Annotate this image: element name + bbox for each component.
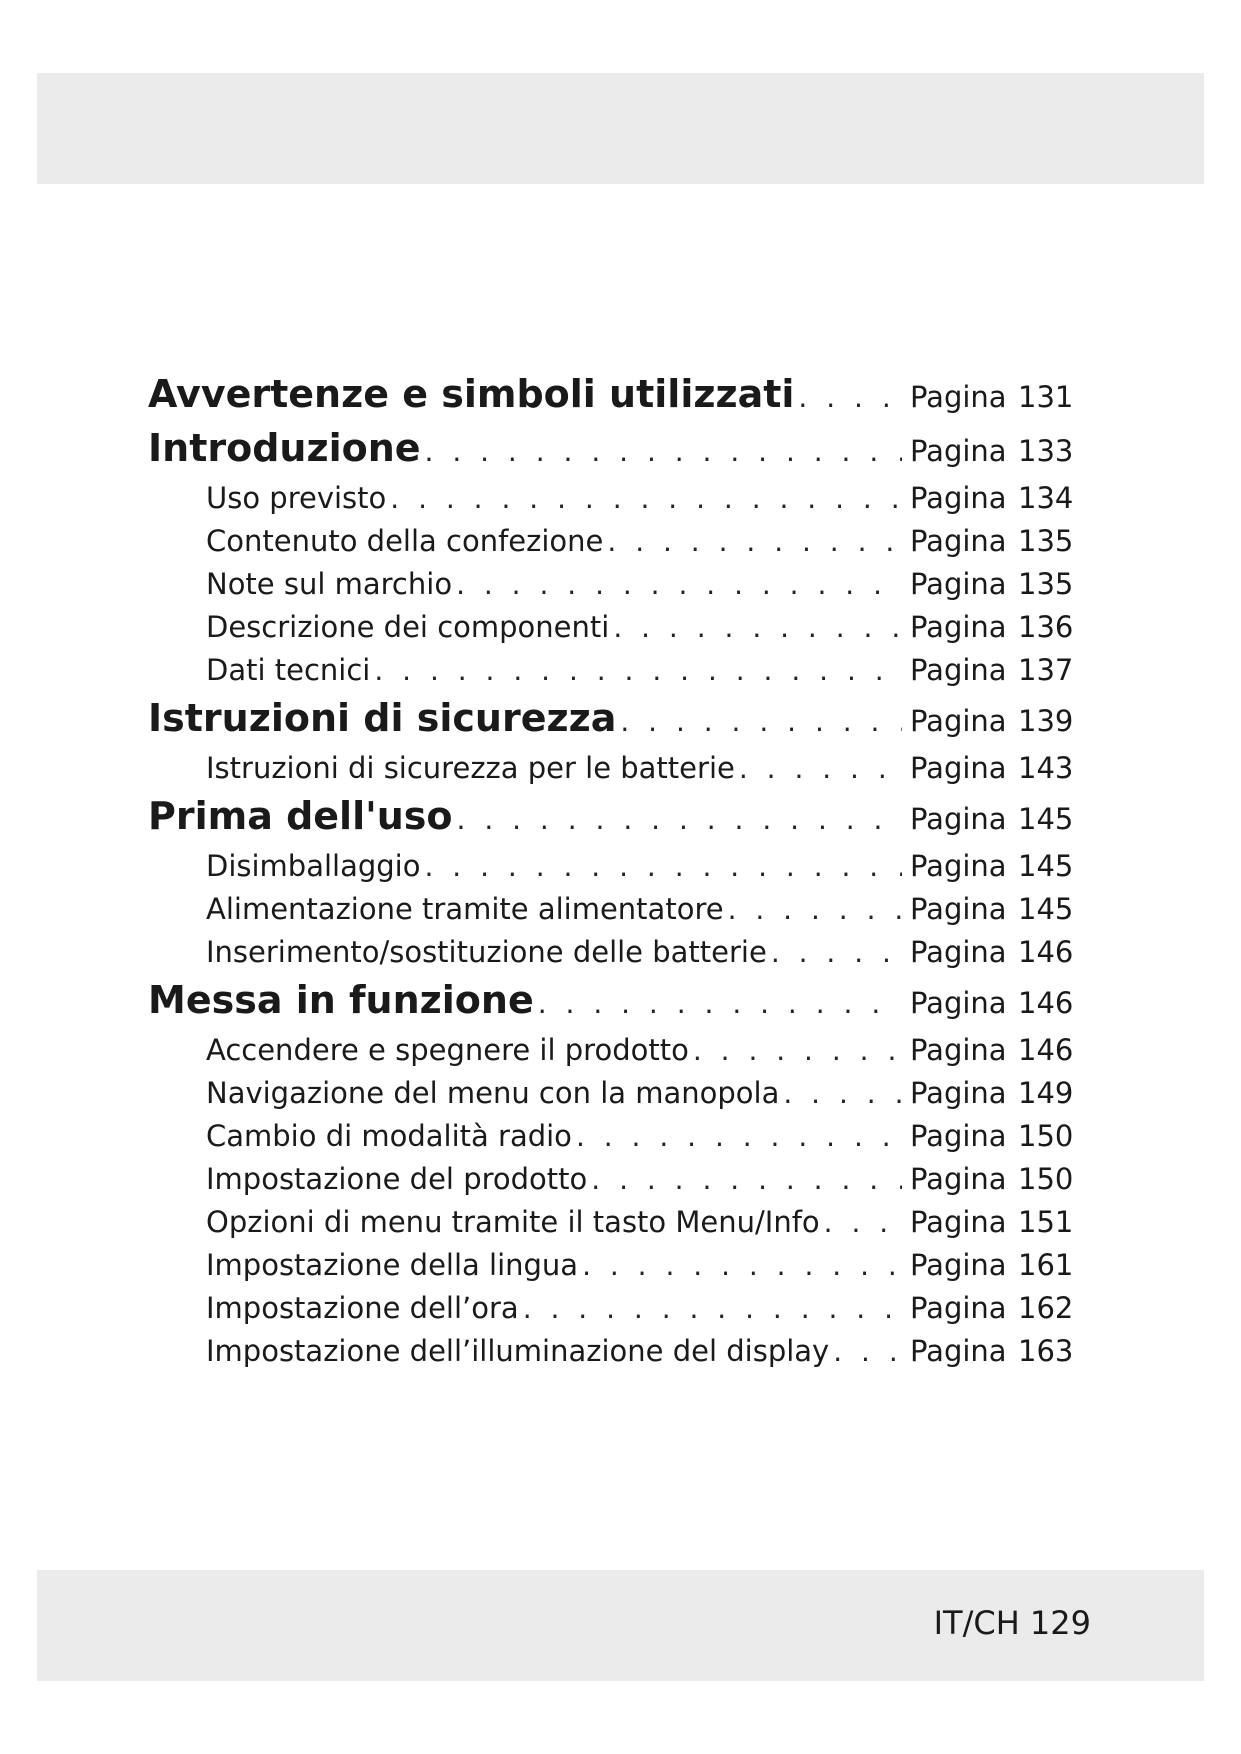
dot-leader <box>693 1034 902 1067</box>
toc-page-ref: Pagina 143 <box>910 751 1074 785</box>
dot-leader <box>538 987 902 1020</box>
toc-entry-sub[interactable] <box>148 1291 1088 1334</box>
toc-page-ref: Pagina 150 <box>910 1119 1074 1153</box>
toc-entry-sub[interactable] <box>148 1119 1088 1162</box>
toc-page-ref: Pagina 146 <box>910 1033 1074 1067</box>
dot-leader <box>620 705 902 738</box>
toc-entry-sub[interactable] <box>148 849 1088 892</box>
toc-entry-sub[interactable] <box>148 1162 1088 1205</box>
toc-entry-title: Alimentazione tramite alimentatore <box>206 892 724 926</box>
dot-leader <box>582 1249 902 1282</box>
dot-leader <box>728 893 902 926</box>
toc-page-ref: Pagina 131 <box>910 380 1074 414</box>
toc-entry-sub[interactable] <box>148 751 1088 794</box>
toc-page-ref: Pagina 135 <box>910 567 1074 601</box>
toc-entry-sub[interactable] <box>148 610 1088 653</box>
toc-entry-title: Impostazione dell’ora <box>206 1291 519 1325</box>
toc-page-ref: Pagina 163 <box>910 1334 1074 1368</box>
table-of-contents <box>148 372 1088 1377</box>
dot-leader <box>739 752 902 785</box>
dot-leader <box>457 803 902 836</box>
dot-leader <box>390 482 902 515</box>
toc-page-ref: Pagina 146 <box>910 986 1074 1020</box>
dot-leader <box>613 611 902 644</box>
toc-entry-title: Istruzioni di sicurezza <box>148 696 617 740</box>
toc-entry-title: Impostazione della lingua <box>206 1248 579 1282</box>
toc-entry-sub[interactable] <box>148 1248 1088 1291</box>
toc-page-ref: Pagina 139 <box>910 704 1074 738</box>
toc-entry-sub[interactable] <box>148 1076 1088 1119</box>
toc-entry-main[interactable] <box>148 696 1088 751</box>
toc-entry-title: Istruzioni di sicurezza per le batterie <box>206 751 735 785</box>
dot-leader <box>783 1077 902 1110</box>
toc-entry-main[interactable] <box>148 978 1088 1033</box>
toc-page-ref: Pagina 161 <box>910 1248 1074 1282</box>
dot-leader <box>576 1120 902 1153</box>
dot-leader <box>591 1163 902 1196</box>
dot-leader <box>833 1335 902 1368</box>
toc-page-ref: Pagina 136 <box>910 610 1074 644</box>
toc-page-ref: Pagina 151 <box>910 1205 1074 1239</box>
toc-entry-sub[interactable] <box>148 1334 1088 1377</box>
toc-entry-sub[interactable] <box>148 653 1088 696</box>
toc-entry-title: Opzioni di menu tramite il tasto Menu/Info <box>206 1205 820 1239</box>
toc-entry-title: Inserimento/sostituzione delle batterie <box>206 935 767 969</box>
toc-entry-sub[interactable] <box>148 481 1088 524</box>
toc-entry-sub[interactable] <box>148 524 1088 567</box>
toc-entry-title: Introduzione <box>148 426 421 470</box>
dot-leader <box>824 1206 902 1239</box>
toc-entry-title: Impostazione del prodotto <box>206 1162 588 1196</box>
toc-entry-title: Prima dell'uso <box>148 794 453 838</box>
dot-leader <box>771 936 902 969</box>
footer-page-number: IT/CH 129 <box>933 1604 1091 1642</box>
toc-page-ref: Pagina 134 <box>910 481 1074 515</box>
toc-entry-sub[interactable] <box>148 1205 1088 1248</box>
toc-entry-main[interactable] <box>148 426 1088 481</box>
toc-entry-title: Accendere e spegnere il prodotto <box>206 1033 689 1067</box>
dot-leader <box>607 525 902 558</box>
toc-entry-title: Messa in funzione <box>148 978 534 1022</box>
toc-page-ref: Pagina 145 <box>910 802 1074 836</box>
toc-entry-title: Contenuto della confezione <box>206 524 604 558</box>
dot-leader <box>456 568 902 601</box>
toc-page-ref: Pagina 162 <box>910 1291 1074 1325</box>
toc-entry-title: Disimballaggio <box>206 849 421 883</box>
toc-entry-main[interactable] <box>148 372 1088 426</box>
dot-leader <box>424 850 902 883</box>
dot-leader <box>374 654 902 687</box>
toc-page-ref: Pagina 133 <box>910 434 1074 468</box>
dot-leader <box>798 381 902 414</box>
toc-entry-sub[interactable] <box>148 892 1088 935</box>
toc-page-ref: Pagina 150 <box>910 1162 1074 1196</box>
toc-page-ref: Pagina 145 <box>910 849 1074 883</box>
toc-entry-title: Avvertenze e simboli utilizzati <box>148 372 795 416</box>
toc-entry-title: Impostazione dell’illuminazione del display <box>206 1334 830 1368</box>
toc-page-ref: Pagina 137 <box>910 653 1074 687</box>
toc-entry-title: Uso previsto <box>206 481 387 515</box>
toc-entry-title: Navigazione del menu con la manopola <box>206 1076 780 1110</box>
header-band <box>37 73 1204 184</box>
toc-entry-main[interactable] <box>148 794 1088 849</box>
toc-page-ref: Pagina 149 <box>910 1076 1074 1110</box>
toc-entry-sub[interactable] <box>148 935 1088 978</box>
dot-leader <box>523 1292 902 1325</box>
toc-page-ref: Pagina 145 <box>910 892 1074 926</box>
toc-entry-sub[interactable] <box>148 567 1088 610</box>
toc-page-ref: Pagina 135 <box>910 524 1074 558</box>
toc-entry-title: Note sul marchio <box>206 567 453 601</box>
toc-entry-title: Cambio di modalità radio <box>206 1119 572 1153</box>
toc-entry-title: Descrizione dei componenti <box>206 610 610 644</box>
toc-page-ref: Pagina 146 <box>910 935 1074 969</box>
toc-entry-title: Dati tecnici <box>206 653 371 687</box>
dot-leader <box>425 435 902 468</box>
toc-entry-sub[interactable] <box>148 1033 1088 1076</box>
